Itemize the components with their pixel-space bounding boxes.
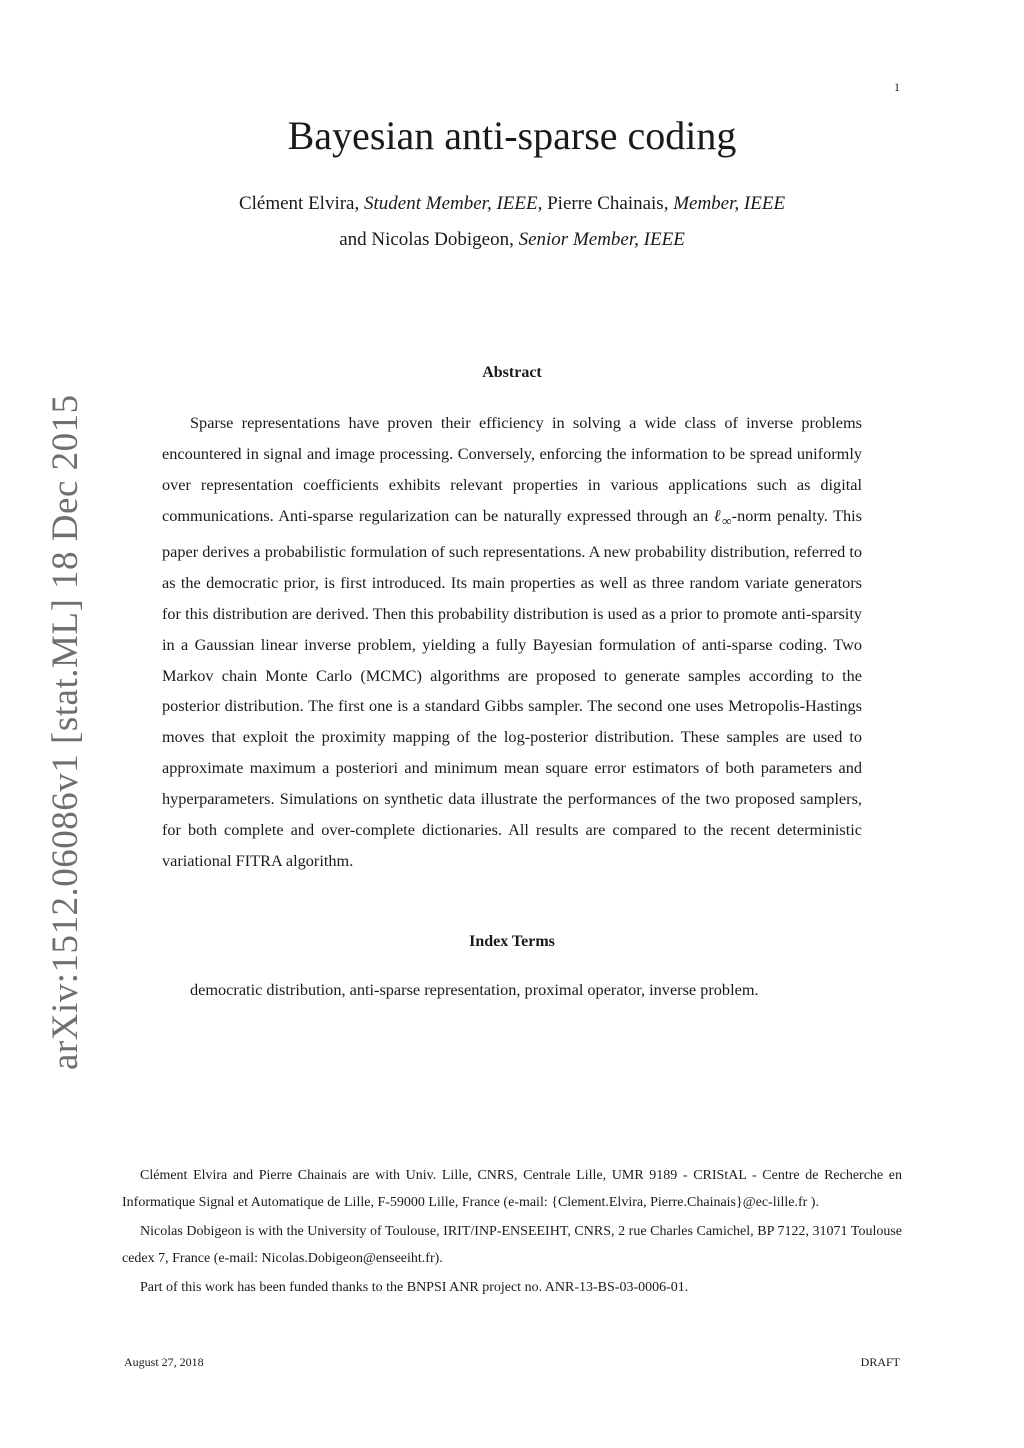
author-name: Clément Elvira,: [238, 193, 364, 214]
abstract-heading: Abstract: [482, 364, 542, 381]
footer-draft-label: DRAFT: [860, 1355, 900, 1369]
infinity-norm-symbol: [713, 505, 732, 528]
infinity-subscript: ∞: [721, 512, 732, 528]
index-terms-heading: Index Terms: [469, 933, 555, 950]
index-terms-body: democratic distribution, anti-sparse representation, proximal operator, inverse problem.: [190, 980, 759, 999]
author-affiliation-role: Senior Member, IEEE: [518, 229, 685, 250]
abstract-text-part-2: -norm penalty. This paper derives a probabilistic formulation of such representations. A new probability distribution, referred to as the democratic prior, is first introduced. Its main properties as well as three random variate generators for this distribution are derived. Then this probability distribution is used as a prior to promote anti-sparsity in a Gaussian linear inverse problem, yielding a fully Bayesian formulation of anti-sparse coding. Two Markov chain Monte Carlo (MCMC) algorithms are proposed to generate samples according to the posterior distribution. The first one is a standard Gibbs sampler. The second one uses Metropolis-Hastings moves that exploit the proximity mapping of the log-posterior distribution. These samples are used to approximate maximum a posteriori and minimum mean square error estimators of both parameters and hyperparameters. Simulations on synthetic data illustrate the performances of the two proposed samplers, for both complete and over-complete dictionaries. All results are compared to the recent deterministic variational FITRA algorithm.: [162, 505, 863, 870]
footnotes: [122, 1162, 902, 1303]
arxiv-identifier-stamp: arXiv:1512.06086v1 [stat.ML] 18 Dec 2015: [45, 394, 86, 1070]
footer-date: August 27, 2018: [124, 1355, 204, 1369]
ell-symbol: ℓ: [713, 505, 722, 525]
author-line-1: [0, 186, 1024, 222]
abstract-body: [162, 408, 862, 877]
footnote-affiliation-2: Nicolas Dobigeon is with the University of Toulouse, IRIT/INP-ENSEEIHT, CNRS, 2 rue Charles Camichel, BP 7122, 31071 Toulouse cedex 7, France (e-mail: Nicolas.Dobigeon@enseeiht.fr).: [122, 1224, 902, 1266]
footnote-affiliation-1: Clément Elvira and Pierre Chainais are with Univ. Lille, CNRS, Centrale Lille, UMR 9189 - CRIStAL - Centre de Recherche en Informatique Signal et Automatique de Lille, F-59000 Lille, France (e-mail: {Clement.Elvira, Pierre.Chainais}@ec-lille.fr ).: [122, 1168, 902, 1210]
author-line-2: [0, 222, 1024, 258]
paper-title: Bayesian anti-sparse coding: [287, 113, 737, 158]
author-affiliation-role: Student Member, IEEE: [364, 193, 538, 214]
page-number: 1: [894, 80, 900, 94]
author-name: , Pierre Chainais,: [537, 193, 674, 214]
author-block: [0, 186, 1024, 258]
author-name: and Nicolas Dobigeon,: [339, 229, 519, 250]
author-affiliation-role: Member, IEEE: [673, 193, 786, 214]
abstract-text-part-1: Sparse representations have proven their efficiency in solving a wide class of inverse problems encountered in signal and image processing. Conversely, enforcing the information to be spread uniformly over representation coefficients exhibits relevant properties in various applications such as digital communications. Anti-sparse regularization can be naturally expressed through an: [162, 413, 862, 525]
footnote-funding: Part of this work has been funded thanks to the BNPSI ANR project no. ANR-13-BS-03-0006-01.: [140, 1280, 689, 1295]
